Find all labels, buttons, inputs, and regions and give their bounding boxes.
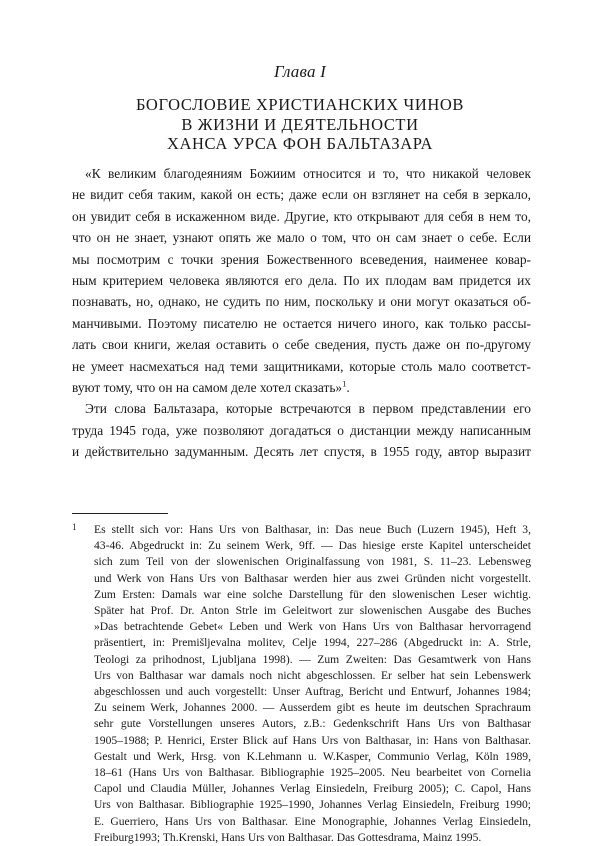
text-line: познавать, но, однако, не судить по ним, поскольку и они могут оказаться об- bbox=[72, 294, 531, 310]
footnote-line: sich zum Teil von der slowenischen Originalfassung von 1981, S. 11–23. Lebensweg bbox=[94, 555, 531, 569]
footnote-separator bbox=[72, 513, 168, 514]
chapter-title bbox=[0, 95, 600, 154]
quote-paragraph bbox=[72, 163, 531, 398]
footnote-line: abgeschlossen und auch vorgestellt: Unser Auftrag, Bericht und Entwurf, Johannes 1984; bbox=[94, 685, 531, 699]
footnote-line: 43-46. Abgedruckt in: Zu seinem Werk, 9ff. — Das hiesige erste Kapitel unterscheidet bbox=[94, 539, 531, 553]
footnote-body bbox=[94, 522, 531, 846]
footnote-line: Gestalt und Werk, Hrsg. von K.Lehmann u. W.Kasper, Communio Verlag, Köln 1989, bbox=[94, 749, 531, 763]
footnote-line: Zu seinem Werk, Johannes 2000. — Ausserdem gibt es heute im deutschen Sprachraum bbox=[94, 701, 531, 715]
closing-period: . bbox=[346, 380, 350, 396]
footnote-line: E. Guerriero, Hans Urs von Balthasar. Eine Monographie, Johannes Verlag Einsiedeln, bbox=[94, 814, 531, 828]
footnote-line: Teologi za prihodnost, Ljubljana 1998). — Zum Zweiten: Das Gesamtwerk von Hans bbox=[94, 652, 531, 666]
chapter-title-line: БОГОСЛОВИЕ ХРИСТИАНСКИХ ЧИНОВ bbox=[135, 95, 465, 114]
text-line: Эти слова Бальтазара, которые встречаются в первом представлении его bbox=[85, 401, 531, 417]
footnote-line: Zum Ersten: Damals war eine solche Darstellung für den slowenischen Leser wichtig. bbox=[94, 587, 531, 601]
text-line: не видит себя таким, какой он есть; даже если он взглянет на себя в зеркало, bbox=[72, 187, 531, 203]
text-line-last bbox=[72, 377, 531, 398]
text-line: труда 1945 года, уже позволяют догадаться о дистанции между написанным bbox=[72, 422, 531, 438]
footnote-line: »Das betrachtende Gebet« Leben und Werk von Hans Urs von Balthasar hervorragend bbox=[94, 620, 531, 634]
footnote-line: Freiburg1993; Th.Krenski, Hans Urs von Balthasar. Das Gottesdrama, Mainz 1995. bbox=[94, 830, 482, 844]
text-line: не умеет насмехаться над теми защитниками, которые столь мало соответст- bbox=[72, 358, 531, 374]
second-paragraph bbox=[72, 398, 531, 462]
body-text bbox=[72, 163, 531, 463]
text-line: «К великим благодеяниям Божиим относится и то, что никакой человек bbox=[85, 166, 531, 181]
footnote-line: 18–61 (Hans Urs von Balthasar. Bibliographie 1925–2005. Neu bearbeitet von Cornelia bbox=[94, 766, 531, 780]
footnote-line: präsentiert, in: Premišljevalna molitev, Celje 1994, 227–286 (Abgedruckt in: A. Strle, bbox=[94, 636, 531, 650]
text-line-content: вуют тому, что он на самом деле хотел сказать» bbox=[72, 380, 343, 396]
footnote-reference[interactable]: 1 bbox=[342, 378, 347, 389]
footnote-line: Capol und Claudia Müller, Johannes Verlag Einsiedeln, Freiburg 2005); C. Capol, Hans bbox=[94, 782, 531, 796]
footnote-line: 1905–1988; P. Henrici, Erster Blick auf Hans Urs von Balthasar, in: Hans von Balthasar. bbox=[94, 733, 531, 747]
chapter-title-line: В ЖИЗНИ И ДЕЯТЕЛЬНОСТИ bbox=[181, 114, 419, 134]
text-line: что он не знает, узнают опять же мало о том, что он сам знает о себе. Если bbox=[72, 230, 531, 246]
footnote-line: und Werk von Hans Urs von Balthasar werden hier aus zwei Gründen nicht vorgestellt. bbox=[94, 571, 531, 585]
text-line: лать свои книги, желая оставить о себе сведения, пусть даже он по-другому bbox=[72, 337, 531, 353]
text-line: и действительно задуманным. Десять лет спустя, в 1955 году, автор выразит bbox=[72, 444, 531, 460]
text-line: ным критерием человека являются его дела. По их плодам вам придется их bbox=[72, 273, 531, 289]
footnote-line: Urs von Balthasar. Bibliographie 1925–1990, Johannes Verlag Einsiedeln, Freiburg 1990; bbox=[94, 798, 531, 812]
text-line: мы посмотрим с точки зрения Божественного всеведения, наименее ковар- bbox=[72, 251, 531, 267]
footnote-line: Es stellt sich vor: Hans Urs von Balthasar, in: Das neue Buch (Luzern 1945), Heft 3, bbox=[94, 523, 531, 536]
footnote-line: sehr gute Vorstellungen unseres Autors, z.B.: Gedenkschrift Hans Urs von Balthasar bbox=[94, 717, 531, 731]
chapter-title-line: ХАНСА УРСА ФОН БАЛЬТАЗАРА bbox=[167, 134, 433, 153]
text-line: манчивыми. Поэтому писателю не остается ничего иного, как только рассы- bbox=[72, 315, 531, 331]
footnote-marker: 1 bbox=[72, 522, 77, 532]
chapter-label: Глава I bbox=[274, 62, 326, 81]
footnote-line: Urs von Balthasar war damals noch nicht abgeschlossen. Er selber hat sein Lebenswerk bbox=[94, 668, 531, 682]
footnote-line: Später hat Prof. Dr. Anton Strle im Geleitwort zur slowenischen Ausgabe des Buches bbox=[94, 604, 531, 618]
text-line: он увидит себя в искаженном виде. Другие, кто открывают для себя в нем то, bbox=[72, 208, 531, 224]
